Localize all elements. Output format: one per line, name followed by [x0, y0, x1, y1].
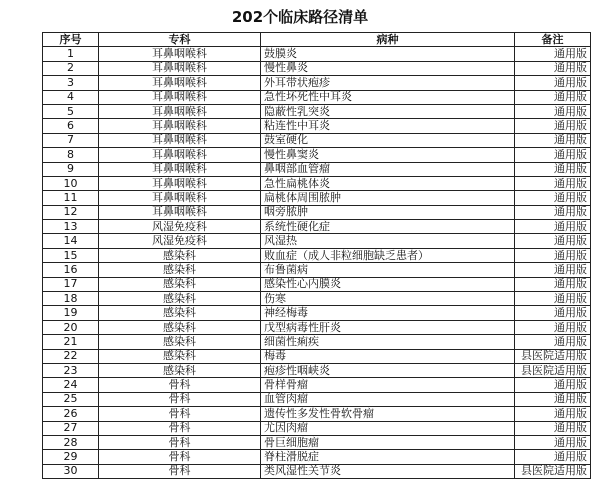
cell-no[interactable]: 1 [43, 47, 99, 61]
table-row [43, 349, 591, 363]
cell-note[interactable]: 通用版 [515, 76, 591, 90]
cell-specialty[interactable]: 耳鼻咽喉科 [99, 133, 261, 147]
table-row [43, 248, 591, 262]
cell-disease[interactable]: 败血症（成人非粒细胞缺乏患者） [261, 248, 515, 262]
cell-no[interactable]: 5 [43, 104, 99, 118]
cell-note[interactable]: 通用版 [515, 392, 591, 406]
cell-specialty[interactable]: 骨科 [99, 450, 261, 464]
table-row [43, 378, 591, 392]
cell-no[interactable]: 28 [43, 435, 99, 449]
cell-disease[interactable]: 鼓膜炎 [261, 47, 515, 61]
cell-note[interactable]: 通用版 [515, 61, 591, 75]
cell-note[interactable]: 通用版 [515, 47, 591, 61]
cell-disease[interactable]: 细菌性痢疾 [261, 335, 515, 349]
table-row [43, 148, 591, 162]
cell-note[interactable]: 通用版 [515, 148, 591, 162]
cell-specialty[interactable]: 感染科 [99, 320, 261, 334]
cell-note[interactable]: 通用版 [515, 292, 591, 306]
table-row [43, 90, 591, 104]
cell-disease[interactable]: 慢性鼻炎 [261, 61, 515, 75]
cell-specialty[interactable]: 耳鼻咽喉科 [99, 205, 261, 219]
cell-no[interactable]: 11 [43, 191, 99, 205]
table-row [43, 363, 591, 377]
cell-no[interactable]: 18 [43, 292, 99, 306]
cell-note[interactable]: 通用版 [515, 220, 591, 234]
cell-specialty[interactable]: 风湿免疫科 [99, 234, 261, 248]
cell-disease[interactable]: 类风湿性关节炎 [261, 464, 515, 478]
cell-note[interactable]: 通用版 [515, 407, 591, 421]
cell-disease[interactable]: 系统性硬化症 [261, 220, 515, 234]
table-row [43, 76, 591, 90]
cell-no[interactable]: 6 [43, 119, 99, 133]
cell-specialty[interactable]: 耳鼻咽喉科 [99, 61, 261, 75]
cell-specialty[interactable]: 耳鼻咽喉科 [99, 191, 261, 205]
cell-no[interactable]: 8 [43, 148, 99, 162]
cell-note[interactable]: 通用版 [515, 104, 591, 118]
cell-disease[interactable]: 外耳带状疱疹 [261, 76, 515, 90]
cell-note[interactable]: 通用版 [515, 277, 591, 291]
cell-disease[interactable]: 布鲁菌病 [261, 263, 515, 277]
table-row [43, 205, 591, 219]
cell-disease[interactable]: 急性扁桃体炎 [261, 176, 515, 190]
page-title: 202个临床路径清单 [231, 8, 369, 26]
table-row [43, 306, 591, 320]
cell-note[interactable]: 通用版 [515, 335, 591, 349]
cell-no[interactable]: 14 [43, 234, 99, 248]
cell-disease[interactable]: 疱疹性咽峡炎 [261, 363, 515, 377]
cell-disease[interactable]: 遗传性多发性骨软骨瘤 [261, 407, 515, 421]
cell-note[interactable]: 通用版 [515, 435, 591, 449]
table-row [43, 392, 591, 406]
cell-specialty[interactable]: 骨科 [99, 421, 261, 435]
cell-specialty[interactable]: 骨科 [99, 392, 261, 406]
cell-note[interactable]: 通用版 [515, 176, 591, 190]
cell-no[interactable]: 4 [43, 90, 99, 104]
cell-no[interactable]: 13 [43, 220, 99, 234]
cell-note[interactable]: 通用版 [515, 90, 591, 104]
table-row [43, 450, 591, 464]
cell-specialty[interactable]: 感染科 [99, 349, 261, 363]
cell-note[interactable]: 通用版 [515, 205, 591, 219]
cell-note[interactable]: 通用版 [515, 191, 591, 205]
table-row [43, 292, 591, 306]
cell-no[interactable]: 29 [43, 450, 99, 464]
cell-no[interactable]: 30 [43, 464, 99, 478]
header-note[interactable]: 备注 [515, 33, 591, 47]
cell-note[interactable]: 通用版 [515, 378, 591, 392]
cell-no[interactable]: 20 [43, 320, 99, 334]
cell-disease[interactable]: 风湿热 [261, 234, 515, 248]
header-no[interactable]: 序号 [43, 33, 99, 47]
cell-disease[interactable]: 鼓室硬化 [261, 133, 515, 147]
table-row [43, 104, 591, 118]
cell-specialty[interactable]: 耳鼻咽喉科 [99, 176, 261, 190]
cell-specialty[interactable]: 耳鼻咽喉科 [99, 47, 261, 61]
cell-no[interactable]: 10 [43, 176, 99, 190]
cell-note[interactable]: 通用版 [515, 306, 591, 320]
table-row [43, 119, 591, 133]
cell-specialty[interactable]: 感染科 [99, 248, 261, 262]
cell-no[interactable]: 17 [43, 277, 99, 291]
cell-disease[interactable]: 神经梅毒 [261, 306, 515, 320]
table-row [43, 335, 591, 349]
cell-note[interactable]: 县医院适用版 [515, 363, 591, 377]
cell-no[interactable]: 7 [43, 133, 99, 147]
cell-specialty[interactable]: 感染科 [99, 292, 261, 306]
header-disease[interactable]: 病种 [261, 33, 515, 47]
cell-specialty[interactable]: 骨科 [99, 378, 261, 392]
cell-no[interactable]: 23 [43, 363, 99, 377]
cell-disease[interactable]: 戊型病毒性肝炎 [261, 320, 515, 334]
pathway-table [42, 32, 591, 479]
cell-specialty[interactable]: 感染科 [99, 363, 261, 377]
cell-disease[interactable]: 梅毒 [261, 349, 515, 363]
cell-specialty[interactable]: 感染科 [99, 306, 261, 320]
cell-no[interactable]: 27 [43, 421, 99, 435]
cell-no[interactable]: 16 [43, 263, 99, 277]
table-row [43, 464, 591, 478]
cell-disease[interactable]: 急性坏死性中耳炎 [261, 90, 515, 104]
table-row [43, 421, 591, 435]
table-row [43, 263, 591, 277]
table-row [43, 435, 591, 449]
cell-note[interactable]: 通用版 [515, 450, 591, 464]
cell-specialty[interactable]: 风湿免疫科 [99, 220, 261, 234]
table-row [43, 220, 591, 234]
cell-no[interactable]: 12 [43, 205, 99, 219]
cell-disease[interactable]: 咽旁脓肿 [261, 205, 515, 219]
cell-disease[interactable]: 慢性鼻窦炎 [261, 148, 515, 162]
table-row [43, 191, 591, 205]
cell-no[interactable]: 22 [43, 349, 99, 363]
table-body [43, 47, 591, 479]
cell-disease[interactable]: 脊柱滑脱症 [261, 450, 515, 464]
header-row [43, 33, 591, 47]
cell-specialty[interactable]: 感染科 [99, 277, 261, 291]
cell-specialty[interactable]: 骨科 [99, 435, 261, 449]
cell-disease[interactable]: 骨巨细胞瘤 [261, 435, 515, 449]
cell-no[interactable]: 2 [43, 61, 99, 75]
table-row [43, 320, 591, 334]
cell-specialty[interactable]: 感染科 [99, 335, 261, 349]
cell-note[interactable]: 通用版 [515, 119, 591, 133]
cell-no[interactable]: 15 [43, 248, 99, 262]
cell-note[interactable]: 通用版 [515, 263, 591, 277]
cell-note[interactable]: 县医院适用版 [515, 349, 591, 363]
cell-no[interactable]: 26 [43, 407, 99, 421]
cell-note[interactable]: 通用版 [515, 421, 591, 435]
cell-note[interactable]: 通用版 [515, 320, 591, 334]
cell-disease[interactable]: 扁桃体周围脓肿 [261, 191, 515, 205]
cell-note[interactable]: 通用版 [515, 133, 591, 147]
cell-disease[interactable]: 骨样骨瘤 [261, 378, 515, 392]
cell-no[interactable]: 3 [43, 76, 99, 90]
cell-disease[interactable]: 隐蔽性乳突炎 [261, 104, 515, 118]
cell-specialty[interactable]: 耳鼻咽喉科 [99, 148, 261, 162]
cell-no[interactable]: 25 [43, 392, 99, 406]
cell-specialty[interactable]: 耳鼻咽喉科 [99, 90, 261, 104]
cell-disease[interactable]: 感染性心内膜炎 [261, 277, 515, 291]
cell-specialty[interactable]: 骨科 [99, 464, 261, 478]
table-row [43, 162, 591, 176]
cell-disease[interactable]: 血管肉瘤 [261, 392, 515, 406]
table-row [43, 47, 591, 61]
cell-note[interactable]: 通用版 [515, 248, 591, 262]
cell-specialty[interactable]: 耳鼻咽喉科 [99, 76, 261, 90]
header-specialty[interactable]: 专科 [99, 33, 261, 47]
table-row [43, 407, 591, 421]
table-row [43, 133, 591, 147]
cell-note[interactable]: 通用版 [515, 234, 591, 248]
table-row [43, 234, 591, 248]
table-row [43, 176, 591, 190]
cell-no[interactable]: 19 [43, 306, 99, 320]
cell-note[interactable]: 县医院适用版 [515, 464, 591, 478]
cell-specialty[interactable]: 耳鼻咽喉科 [99, 119, 261, 133]
table-row [43, 61, 591, 75]
cell-specialty[interactable]: 耳鼻咽喉科 [99, 162, 261, 176]
cell-no[interactable]: 21 [43, 335, 99, 349]
table-row [43, 277, 591, 291]
cell-no[interactable]: 9 [43, 162, 99, 176]
cell-specialty[interactable]: 耳鼻咽喉科 [99, 104, 261, 118]
cell-disease[interactable]: 粘连性中耳炎 [261, 119, 515, 133]
cell-disease[interactable]: 伤寒 [261, 292, 515, 306]
cell-specialty[interactable]: 骨科 [99, 407, 261, 421]
cell-disease[interactable]: 尤因肉瘤 [261, 421, 515, 435]
cell-specialty[interactable]: 感染科 [99, 263, 261, 277]
cell-disease[interactable]: 鼻咽部血管瘤 [261, 162, 515, 176]
cell-note[interactable]: 通用版 [515, 162, 591, 176]
cell-no[interactable]: 24 [43, 378, 99, 392]
